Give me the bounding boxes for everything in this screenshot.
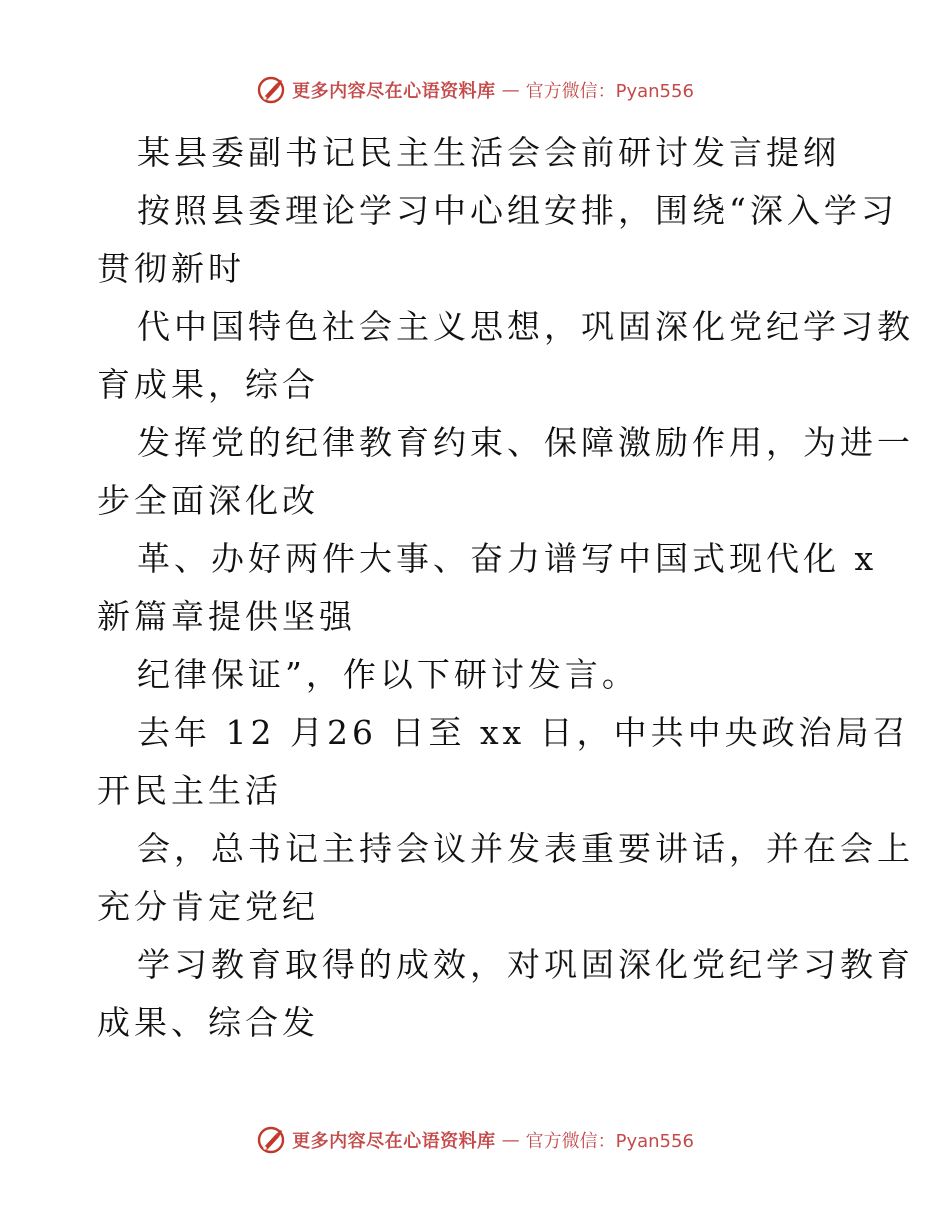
paragraph-line: 纪律保证”，作以下研讨发言。 [137, 655, 639, 694]
paragraph-line: 新篇章提供坚强 [97, 597, 356, 636]
paragraph-line: 革、办好两件大事、奋力谱写中国式现代化 x [137, 539, 878, 578]
paragraph-line: 按照县委理论学习中心组安排，围绕“深入学习 [137, 191, 898, 230]
paragraph-line: 发挥党的纪律教育约束、保障激励作用，为进一 [137, 423, 914, 462]
paragraph-line: 育成果，综合 [97, 365, 319, 404]
paragraph-line: 开民主生活 [97, 771, 282, 810]
paragraph-line: 代中国特色社会主义思想，巩固深化党纪学习教 [137, 307, 914, 346]
quill-pen-logo-icon [256, 1125, 286, 1155]
header-watermark-banner [0, 70, 950, 110]
banner-brand-text: 更多内容尽在心语资料库 [292, 81, 496, 102]
paragraph-line: 贯彻新时 [97, 249, 245, 288]
banner-separator: — [501, 1129, 520, 1151]
document-body [97, 124, 914, 1052]
paragraph-line: 充分肯定党纪 [97, 887, 319, 926]
quill-pen-logo-icon [256, 75, 286, 105]
paragraph-line: 成果、综合发 [97, 1003, 319, 1042]
document-title: 某县委副书记民主生活会会前研讨发言提纲 [137, 133, 840, 172]
banner-brand-text: 更多内容尽在心语资料库 [292, 1131, 496, 1152]
banner-contact-text: 官方微信：Pyan556 [525, 81, 694, 102]
footer-watermark-banner [0, 1120, 950, 1160]
paragraph-line: 学习教育取得的成效，对巩固深化党纪学习教育 [137, 945, 914, 984]
paragraph-line: 去年 12 月26 日至 xx 日，中共中央政治局召 [137, 713, 910, 752]
paragraph-line: 会，总书记主持会议并发表重要讲话，并在会上 [137, 829, 914, 868]
paragraph-line: 步全面深化改 [97, 481, 319, 520]
banner-separator: — [501, 79, 520, 101]
banner-contact-text: 官方微信：Pyan556 [525, 1131, 694, 1152]
